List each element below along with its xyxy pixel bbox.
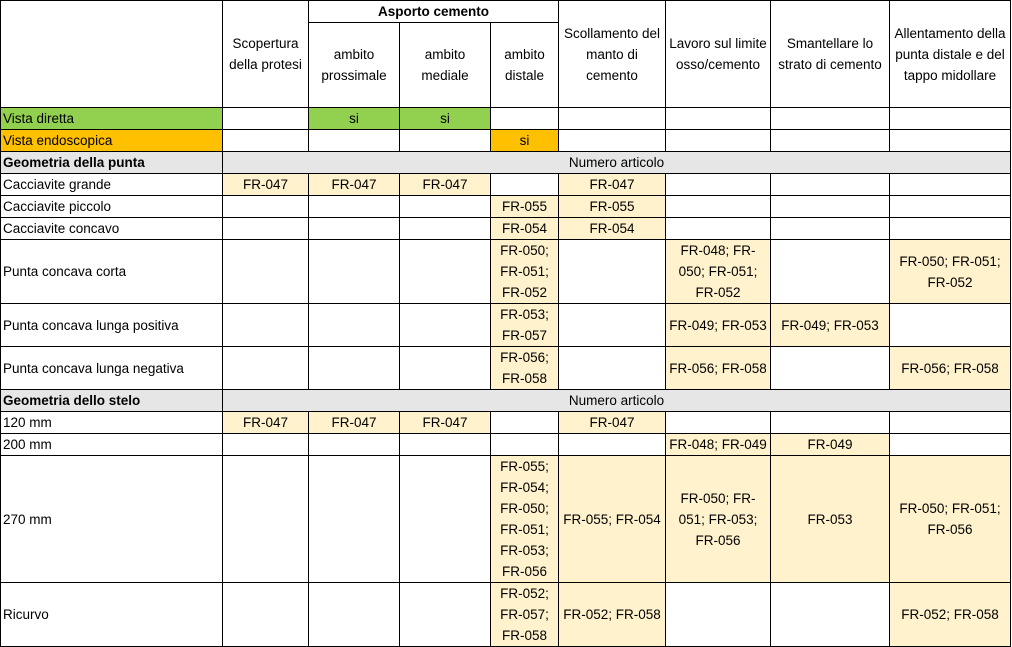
table-cell [559,130,666,152]
table-cell [309,304,400,347]
table-cell: FR-053; FR-057 [491,304,559,347]
table-cell [223,196,309,218]
table-cell [890,304,1011,347]
table-cell [890,196,1011,218]
table-cell [223,240,309,304]
header-asporto-cemento: Asporto cemento [309,1,559,23]
table-cell: FR-052; FR-058 [890,583,1011,647]
table-cell [890,218,1011,240]
table-cell: FR-055; FR-054; FR-050; FR-051; FR-053; FR-056 [491,456,559,583]
row-label: Cacciavite concavo [1,218,223,240]
table-cell: FR-047 [559,174,666,196]
header-lavoro-limite: Lavoro sul limite osso/cemento [666,1,771,108]
section-row [1,390,1011,412]
table-cell [400,434,491,456]
table-cell: FR-050; FR-051; FR-056 [890,456,1011,583]
table-cell: FR-052; FR-057; FR-058 [491,583,559,647]
section-row [1,152,1011,174]
table-row [1,130,1011,152]
table-row [1,174,1011,196]
table-cell [223,434,309,456]
table-cell [890,130,1011,152]
table-cell: FR-049; FR-053 [771,304,890,347]
table-cell: FR-047 [309,412,400,434]
table-row [1,304,1011,347]
table-cell [666,196,771,218]
table-cell [666,218,771,240]
table-cell [309,347,400,390]
table-cell [223,304,309,347]
table-cell [491,434,559,456]
section-span-label: Numero articolo [223,152,1011,174]
table-cell: si [400,108,491,130]
header-allentamento: Allentamento della punta distale e del tappo midollare [890,1,1011,108]
table-cell: FR-050; FR-051; FR-052 [890,240,1011,304]
table-cell [771,174,890,196]
row-label: 200 mm [1,434,223,456]
table-cell: FR-050; FR-051; FR-053; FR-056 [666,456,771,583]
table-cell [890,108,1011,130]
table-cell [890,412,1011,434]
row-label: Cacciavite piccolo [1,196,223,218]
row-label: Vista endoscopica [1,130,223,152]
row-label: Ricurvo [1,583,223,647]
table-cell [666,130,771,152]
table-row [1,583,1011,647]
table-cell [400,304,491,347]
table-row [1,412,1011,434]
table-row [1,108,1011,130]
header-ambito-prossimale: ambito prossimale [309,23,400,108]
table-row [1,456,1011,583]
table-cell [559,304,666,347]
table-cell [771,130,890,152]
header-ambito-distale: ambito distale [491,23,559,108]
table-cell [666,174,771,196]
table-cell [666,108,771,130]
row-label: 120 mm [1,412,223,434]
row-label: Punta concava lunga negativa [1,347,223,390]
table-cell [559,347,666,390]
section-title: Geometria della punta [1,152,223,174]
table-cell: FR-053 [771,456,890,583]
table-cell: FR-056; FR-058 [890,347,1011,390]
table-cell: FR-050; FR-051; FR-052 [491,240,559,304]
header-ambito-mediale: ambito mediale [400,23,491,108]
table-cell [771,218,890,240]
table-cell [223,347,309,390]
table-row [1,218,1011,240]
table-cell [771,583,890,647]
table-cell [400,583,491,647]
table-cell: FR-049 [771,434,890,456]
table-cell [890,174,1011,196]
row-label: Cacciavite grande [1,174,223,196]
table-cell [400,347,491,390]
table-cell: FR-048; FR-050; FR-051; FR-052 [666,240,771,304]
table-cell: FR-056; FR-058 [491,347,559,390]
table-cell: FR-047 [309,174,400,196]
section-title: Geometria dello stelo [1,390,223,412]
table-row [1,240,1011,304]
table-cell [666,583,771,647]
table-cell: FR-047 [400,412,491,434]
table-cell: FR-055 [559,196,666,218]
table-cell [491,174,559,196]
table-cell [309,218,400,240]
table-cell [771,347,890,390]
table-cell: FR-055; FR-054 [559,456,666,583]
row-label: 270 mm [1,456,223,583]
header-scollamento: Scollamento del manto di cemento [559,1,666,108]
table-cell [771,240,890,304]
corner-cell [1,1,223,108]
table-cell [559,434,666,456]
table-cell [400,240,491,304]
table-cell [309,434,400,456]
table-cell [223,218,309,240]
table-cell [400,130,491,152]
table-cell [491,412,559,434]
table-cell: si [491,130,559,152]
row-label: Punta concava corta [1,240,223,304]
table-cell: FR-047 [400,174,491,196]
section-span-label: Numero articolo [223,390,1011,412]
row-label: Punta concava lunga positiva [1,304,223,347]
table-cell: si [309,108,400,130]
table-cell [666,412,771,434]
table-row [1,347,1011,390]
table-cell [400,456,491,583]
table-cell: FR-055 [491,196,559,218]
table-cell: FR-047 [559,412,666,434]
table-cell [559,240,666,304]
table-row [1,434,1011,456]
table-cell [309,240,400,304]
table-cell: FR-052; FR-058 [559,583,666,647]
table-cell [309,456,400,583]
table-cell [223,130,309,152]
table-cell: FR-049; FR-053 [666,304,771,347]
table-cell: FR-047 [223,412,309,434]
table-cell [223,456,309,583]
table-cell [400,196,491,218]
table-cell [309,196,400,218]
table-cell [309,130,400,152]
table-cell: FR-054 [559,218,666,240]
table-cell [223,583,309,647]
header-scopertura: Scopertura della protesi [223,1,309,108]
table-cell [491,108,559,130]
table-cell: FR-048; FR-049 [666,434,771,456]
table-cell [559,108,666,130]
table-cell [309,583,400,647]
table-row [1,196,1011,218]
row-label: Vista diretta [1,108,223,130]
table-cell [771,196,890,218]
table-cell: FR-047 [223,174,309,196]
table-cell: FR-054 [491,218,559,240]
table-cell [771,412,890,434]
table-cell: FR-056; FR-058 [666,347,771,390]
table-cell [890,434,1011,456]
table-cell [223,108,309,130]
table-cell [400,218,491,240]
header-smantellare: Smantellare lo strato di cemento [771,1,890,108]
table-cell [771,108,890,130]
